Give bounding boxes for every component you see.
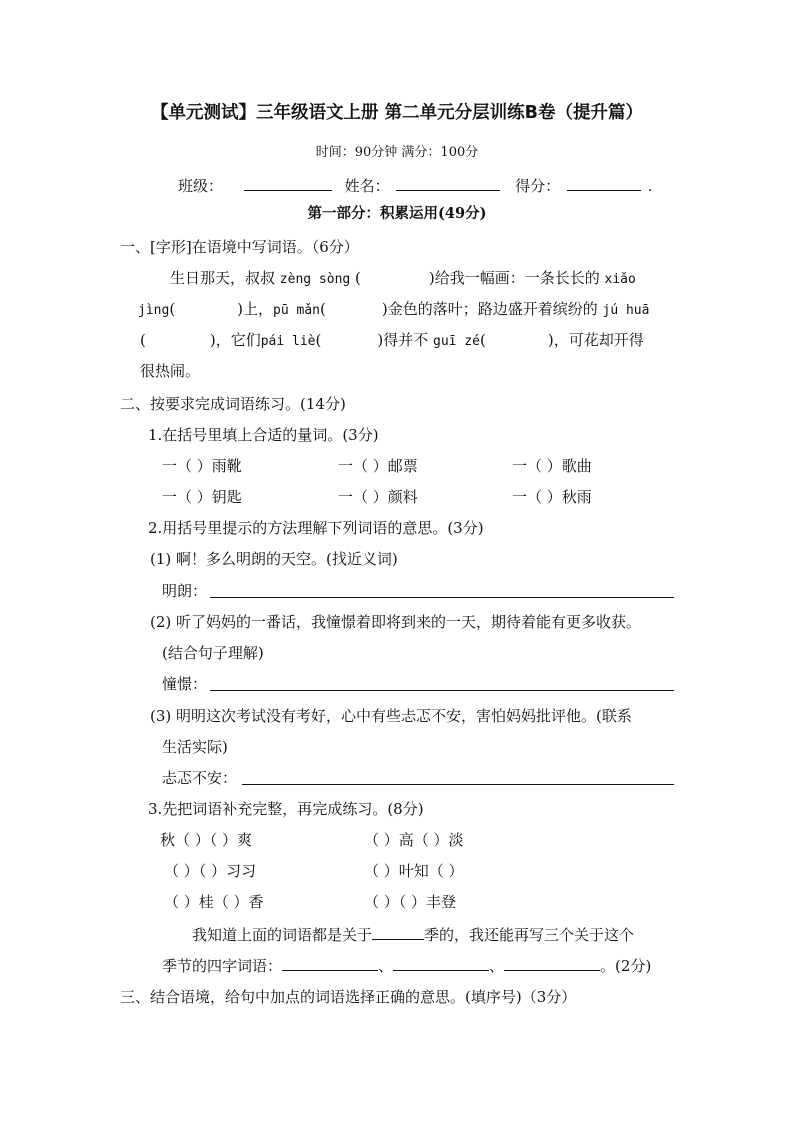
q1-bracket: ( [315, 331, 322, 349]
class-label: 班级： [178, 177, 224, 195]
fill-text: 、 [489, 957, 505, 975]
name-blank[interactable] [396, 176, 500, 191]
idiom-blank[interactable] [282, 956, 378, 971]
part-heading: 第一部分：积累运用(49分) [307, 205, 487, 222]
idiom-item[interactable]: （ ）桂（ ）香 [164, 893, 264, 911]
item-3-hint: 生活实际) [162, 738, 228, 756]
q1-heading: 一、[字形]在语境中写词语。（6分） [120, 238, 359, 256]
q1-text: )，它们 [209, 331, 261, 349]
q1-line2 [138, 300, 649, 319]
q1-bracket: ( [479, 331, 486, 349]
item-3-sentence: (3) 明明这次考试没有考好，心中有些忐忑不安，害怕妈妈批评他。(联系 [150, 707, 632, 725]
q2-sub3: 3.先把词语补充完整，再完成练习。(8分) [148, 800, 424, 818]
q1-text: )得并不 [377, 331, 429, 349]
pinyin-ju-hua: jú huā [602, 303, 650, 318]
page-title: 【单元测试】三年级语文上册 第二单元分层训练B卷（提升篇） [151, 103, 643, 123]
answer-line[interactable] [242, 784, 674, 785]
student-info-row [178, 176, 653, 195]
idiom-item[interactable]: （ ）叶知（ ） [364, 862, 464, 880]
q1-bracket: ( [169, 300, 176, 318]
pinyin-xiao: xiǎo [604, 272, 636, 287]
q2-sub1: 1.在括号里填上合适的量词。(3分) [148, 426, 379, 444]
item-1-sentence: (1) 啊！多么明朗的天空。(找近义词) [150, 550, 398, 568]
class-blank[interactable] [244, 176, 332, 191]
pinyin-jing: jìng [138, 303, 170, 318]
measure-word-item[interactable]: 一（ ）钥匙 [162, 488, 242, 506]
q3-heading: 三、结合语境，给句中加点的词语选择正确的意思。(填序号)（3分） [120, 988, 577, 1006]
q1-line3 [140, 331, 644, 350]
season-fill-line1 [192, 925, 634, 944]
idiom-item[interactable]: （ ）（ ）习习 [164, 862, 257, 880]
q1-line1 [170, 269, 636, 288]
q1-bracket: ( [140, 331, 146, 349]
pinyin-zeng-song: zèng sòng [279, 272, 351, 287]
q2-heading: 二、按要求完成词语练习。(14分) [120, 395, 346, 413]
q1-text: )金色的落叶；路边盛开着缤纷的 [381, 300, 598, 318]
idiom-item[interactable]: 秋（ ）（ ）爽 [160, 831, 253, 849]
fill-text: 我知道上面的词语都是关于 [192, 926, 373, 944]
answer-line[interactable] [210, 690, 674, 691]
measure-word-item[interactable]: 一（ ）邮票 [338, 457, 418, 475]
pinyin-pu-man: pū mǎn [273, 303, 320, 318]
idiom-item[interactable]: （ ）（ ）丰登 [364, 893, 457, 911]
exam-time-score: 时间：90分钟 满分：100分 [315, 145, 479, 160]
pinyin-pai-lie: pái liè [260, 334, 316, 349]
idiom-blank[interactable] [393, 956, 489, 971]
season-fill-line2 [162, 956, 651, 975]
item-3-word-label: 忐忑不安： [162, 769, 238, 787]
q1-bracket: ( [355, 269, 361, 287]
measure-word-item[interactable]: 一（ ）歌曲 [512, 457, 592, 475]
q1-line4: 很热闹。 [140, 362, 201, 380]
fill-text: 。(2分) [600, 957, 652, 975]
fill-text: 、 [378, 957, 394, 975]
fill-text: 季的，我还能再写三个关于这个 [424, 926, 635, 944]
idiom-item[interactable]: （ ）高（ ）淡 [364, 831, 464, 849]
item-1-word-label: 明朗： [162, 582, 208, 600]
fill-text: 季节的四字词语： [162, 957, 283, 975]
q1-text: 生日那天，叔叔 [170, 269, 276, 287]
q1-bracket: ( [320, 300, 326, 318]
score-label: 得分： [515, 177, 561, 195]
q1-text: )，可花却开得 [547, 331, 644, 349]
item-2-word-label: 憧憬： [162, 675, 208, 693]
q1-text: )给我一幅画：一条长长的 [428, 269, 600, 287]
info-end: . [647, 177, 653, 195]
item-2-sentence: (2) 听了妈妈的一番话，我憧憬着即将到来的一天，期待着能有更多收获。 [150, 613, 642, 631]
measure-word-item[interactable]: 一（ ）雨靴 [162, 457, 242, 475]
measure-word-item[interactable]: 一（ ）秋雨 [512, 488, 592, 506]
q1-text: )上， [237, 300, 274, 318]
name-label: 姓名： [344, 177, 390, 195]
q2-sub2: 2.用括号里提示的方法理解下列词语的意思。(3分) [148, 519, 484, 537]
answer-line[interactable] [210, 597, 674, 598]
pinyin-gui-ze: guī zé [433, 334, 480, 349]
measure-word-item[interactable]: 一（ ）颜料 [338, 488, 418, 506]
idiom-blank[interactable] [504, 956, 600, 971]
season-blank[interactable] [372, 925, 424, 940]
item-2-hint: (结合句子理解) [162, 644, 264, 662]
score-blank[interactable] [567, 176, 641, 191]
